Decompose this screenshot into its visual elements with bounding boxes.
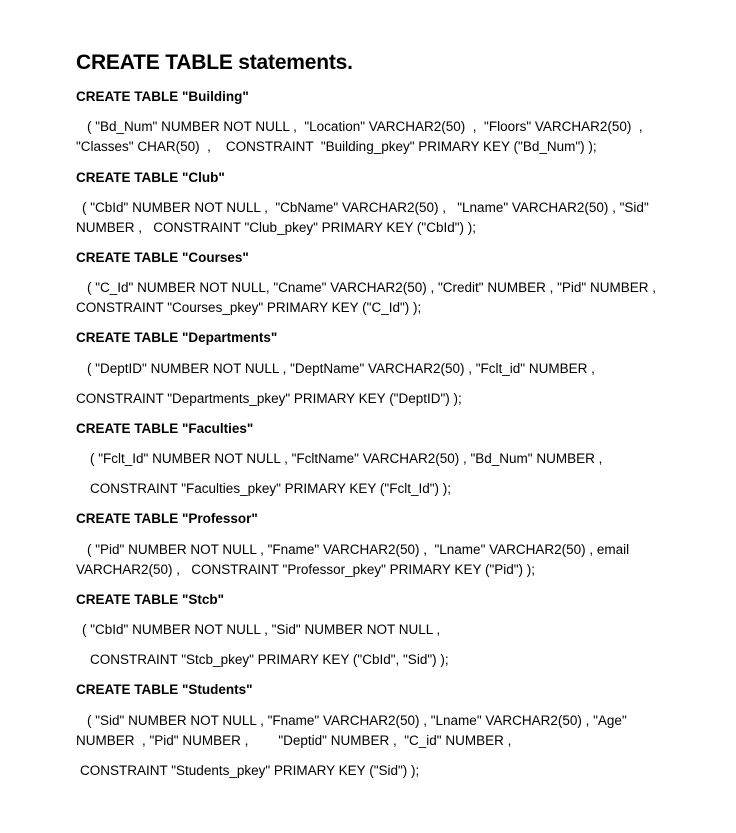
table-heading-stcb: CREATE TABLE "Stcb" <box>76 592 225 607</box>
page-title: CREATE TABLE statements. <box>76 51 353 74</box>
statement-line: CONSTRAINT "Faculties_pkey" PRIMARY KEY ("Fclt_Id") ); <box>90 481 452 496</box>
statement-line: "Classes" CHAR(50) , CONSTRAINT "Building_pkey" PRIMARY KEY ("Bd_Num") ); <box>76 139 597 154</box>
table-heading-club: CREATE TABLE "Club" <box>76 170 225 185</box>
statement-line: ( "CbId" NUMBER NOT NULL , "Sid" NUMBER NOT NULL , <box>82 622 441 637</box>
table-heading-faculties: CREATE TABLE "Faculties" <box>76 421 254 436</box>
statement-line: CONSTRAINT "Courses_pkey" PRIMARY KEY ("C_Id") ); <box>76 300 422 315</box>
statement-line: CONSTRAINT "Students_pkey" PRIMARY KEY ("Sid") ); <box>80 763 420 778</box>
table-heading-building: CREATE TABLE "Building" <box>76 89 249 104</box>
table-heading-departments: CREATE TABLE "Departments" <box>76 330 278 345</box>
statement-line: ( "DeptID" NUMBER NOT NULL , "DeptName" VARCHAR2(50) , "Fclt_id" NUMBER , <box>87 361 595 376</box>
statement-line: NUMBER , "Pid" NUMBER , "Deptid" NUMBER , "C_id" NUMBER , <box>76 733 512 748</box>
statement-line: ( "Fclt_Id" NUMBER NOT NULL , "FcltName" VARCHAR2(50) , "Bd_Num" NUMBER , <box>90 451 603 466</box>
statement-line: ( "Sid" NUMBER NOT NULL , "Fname" VARCHAR2(50) , "Lname" VARCHAR2(50) , "Age" <box>87 713 627 728</box>
table-heading-courses: CREATE TABLE "Courses" <box>76 250 249 265</box>
statement-line: ( "Bd_Num" NUMBER NOT NULL , "Location" VARCHAR2(50) , "Floors" VARCHAR2(50) , <box>87 119 643 134</box>
statement-line: NUMBER , CONSTRAINT "Club_pkey" PRIMARY KEY ("CbId") ); <box>76 220 477 235</box>
statement-line: CONSTRAINT "Departments_pkey" PRIMARY KEY ("DeptID") ); <box>76 391 462 406</box>
table-heading-students: CREATE TABLE "Students" <box>76 682 253 697</box>
statement-line: ( "CbId" NUMBER NOT NULL , "CbName" VARCHAR2(50) , "Lname" VARCHAR2(50) , "Sid" <box>82 200 649 215</box>
statement-line: ( "C_Id" NUMBER NOT NULL, "Cname" VARCHAR2(50) , "Credit" NUMBER , "Pid" NUMBER , <box>87 280 656 295</box>
table-heading-professor: CREATE TABLE "Professor" <box>76 511 258 526</box>
statement-line: VARCHAR2(50) , CONSTRAINT "Professor_pkey" PRIMARY KEY ("Pid") ); <box>76 562 536 577</box>
statement-line: CONSTRAINT "Stcb_pkey" PRIMARY KEY ("CbId", "Sid") ); <box>90 652 449 667</box>
statement-line: ( "Pid" NUMBER NOT NULL , "Fname" VARCHAR2(50) , "Lname" VARCHAR2(50) , email <box>87 542 630 557</box>
